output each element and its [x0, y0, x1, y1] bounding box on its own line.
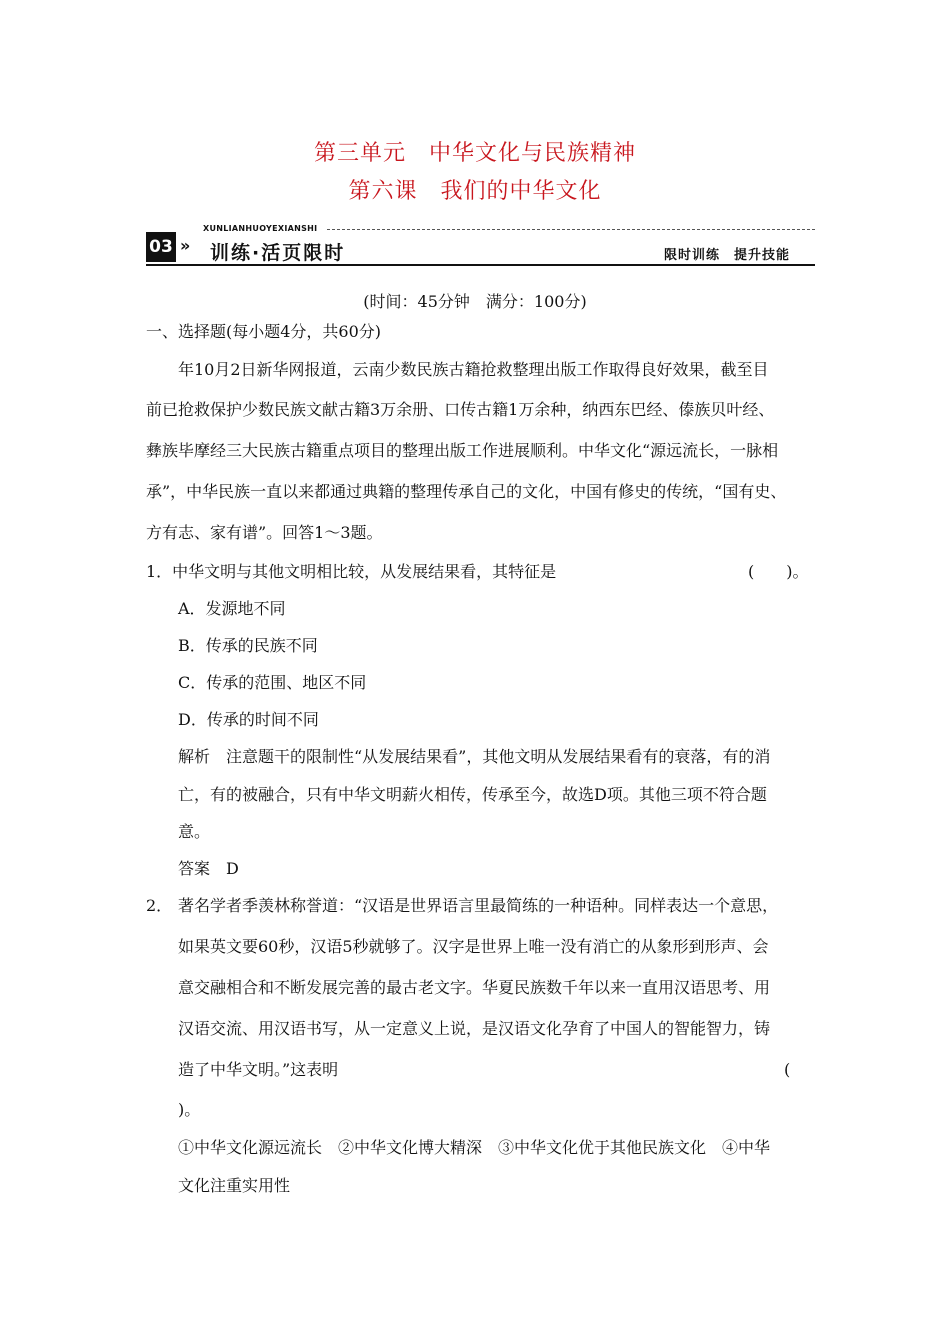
question-2-options: 文化注重实用性	[178, 1176, 291, 1195]
question-2-stem-line: 著名学者季羡林称誉道：“汉语是世界语言里最简练的一种语种。同样表达一个意思，	[178, 896, 779, 915]
analysis-line: 亡，有的被融合，只有中华文明薪火相传，传承至今，故选D项。其他三项不符合题	[178, 785, 767, 804]
banner-dashed-divider	[327, 229, 815, 230]
question-1-stem: 1．中华文明与其他文明相比较，从发展结果看，其特征是	[146, 562, 557, 581]
analysis-line: 解析 注意题干的限制性“从发展结果看”，其他文明从发展结果看有的衰落，有的消	[178, 747, 771, 766]
question-2-options: ①中华文化源远流长 ②中华文化博大精深 ③中华文化优于其他民族文化 ④中华	[178, 1138, 771, 1157]
option-a: A．发源地不同	[178, 599, 286, 618]
exam-meta: (时间：45分钟 满分：100分)	[363, 292, 587, 311]
question-2-stem-line: 造了中华文明。”这表明	[178, 1060, 339, 1079]
question-2-stem-line: 汉语交流、用汉语书写，从一定意义上说，是汉语文化孕育了中国人的智能智力，铸	[178, 1019, 771, 1038]
unit-title: 第三单元 中华文化与民族精神	[313, 141, 636, 166]
passage-line: 前已抢救保护少数民族文献古籍3万余册、口传古籍1万余种，纳西东巴经、傣族贝叶经、	[146, 400, 775, 419]
answer: 答案 D	[178, 859, 239, 878]
lesson-title: 第六课 我们的中华文化	[348, 179, 602, 204]
option-d: D．传承的时间不同	[178, 710, 319, 729]
question-2-blank-open: (	[784, 1060, 791, 1079]
passage-line: 承”，中华民族一直以来都通过典籍的整理传承自己的文化，中国有修史的传统，“国有史、	[146, 482, 787, 501]
option-b: B．传承的民族不同	[178, 636, 318, 655]
passage-line: 年10月2日新华网报道，云南少数民族古籍抢救整理出版工作取得良好效果，截至目	[178, 360, 769, 379]
chevron-icon: »	[180, 236, 191, 255]
banner-underline	[146, 264, 815, 266]
passage-line: 彝族毕摩经三大民族古籍重点项目的整理出版工作进展顺利。中华文化“源远流长，一脉相	[146, 441, 779, 460]
option-c: C．传承的范围、地区不同	[178, 673, 367, 692]
banner-number-badge: 03	[146, 232, 176, 262]
question-2-blank-close: )。	[178, 1100, 201, 1119]
question-2-stem-line: 意交融相合和不断发展完善的最古老文字。华夏民族数千年以来一直用汉语思考、用	[178, 978, 771, 997]
banner-title: 训练·活页限时	[210, 242, 346, 264]
banner-right-text: 限时训练 提升技能	[664, 248, 791, 263]
passage-line: 方有志、家有谱”。回答1～3题。	[146, 523, 383, 542]
analysis-line: 意。	[178, 822, 211, 841]
question-2-number: 2．	[146, 896, 173, 915]
banner-pinyin: XUNLIANHUOYEXIANSHI	[203, 224, 318, 233]
section-heading: 一、选择题(每小题4分，共60分)	[146, 322, 382, 341]
question-2-stem-line: 如果英文要60秒，汉语5秒就够了。汉字是世界上唯一没有消亡的从象形到形声、会	[178, 937, 769, 956]
question-1-blank: ( )。	[748, 562, 809, 581]
